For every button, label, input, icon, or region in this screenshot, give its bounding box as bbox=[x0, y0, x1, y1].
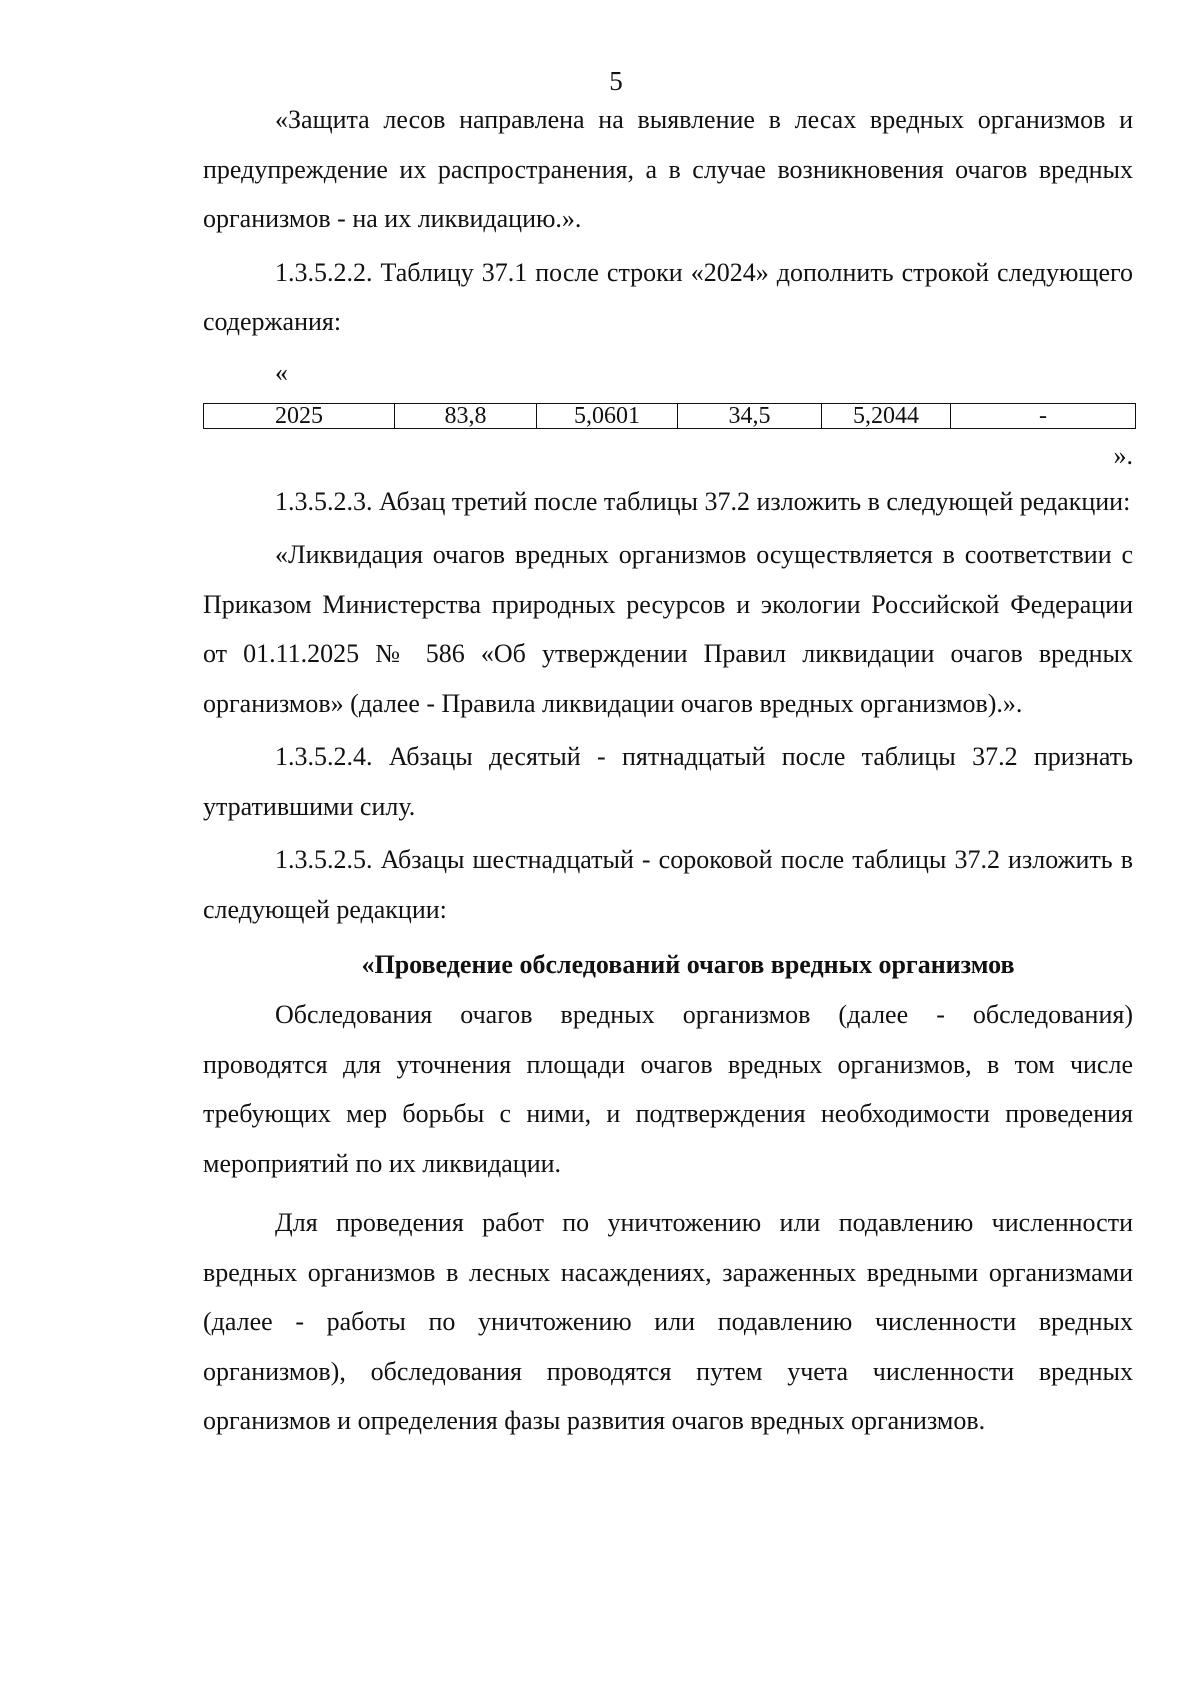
section-heading: «Проведение обследований очагов вредных организмов bbox=[361, 950, 1015, 979]
cell-value-4: 5,2044 bbox=[822, 403, 951, 428]
paragraph-pest-control-works: Для проведения работ по уничтожению или подавлению численности вредных организмов в лесных насаждениях, зараженных вредными организмами (далее - работы по уничтожению или подавлению численности вредных организмов), обследования проводятся путем учета численности вредных организмов и определения фазы развития очагов вредных организмов. bbox=[203, 1208, 1133, 1435]
document-body bbox=[203, 95, 1133, 1446]
page-number: 5 bbox=[609, 66, 623, 96]
inserted-table-row bbox=[203, 403, 1136, 429]
cell-year: 2025 bbox=[204, 403, 395, 428]
paragraph-forest-protection: «Защита лесов направлена на выявление в лесах вредных организмов и предупреждение их распространения, а в случае возникновения очагов вредных организмов - на их ликвидацию.». bbox=[203, 105, 1133, 233]
cell-value-2: 5,0601 bbox=[537, 403, 678, 428]
clause-1-3-5-2-2: 1.3.5.2.2. Таблицу 37.1 после строки «2024» дополнить строкой следующего содержания: bbox=[203, 257, 1133, 336]
quote-open: « bbox=[275, 357, 288, 387]
clause-1-3-5-2-5: 1.3.5.2.5. Абзацы шестнадцатый - сороковой после таблицы 37.2 изложить в следующей редакции: bbox=[203, 845, 1133, 924]
cell-value-5: - bbox=[951, 403, 1136, 428]
paragraph-liquidation: «Ликвидация очагов вредных организмов осуществляется в соответствии с Приказом Министерства природных ресурсов и экологии Российской Федерации от 01.11.2025 № 586 «Об утверждении Правил ликвидации очагов вредных организмов» (далее - Правила ликвидации очагов вредных организмов).». bbox=[203, 540, 1133, 718]
clause-1-3-5-2-3: 1.3.5.2.3. Абзац третий после таблицы 37.2 изложить в следующей редакции: bbox=[275, 486, 1131, 516]
paragraph-surveys: Обследования очагов вредных организмов (далее - обследования) проводятся для уточнения площади очагов вредных организмов, в том числе требующих мер борьбы с ними, и подтверждения необходимости проведения мероприятий по их ликвидации. bbox=[203, 1000, 1133, 1178]
cell-value-1: 83,8 bbox=[395, 403, 537, 428]
clause-1-3-5-2-4: 1.3.5.2.4. Абзацы десятый - пятнадцатый после таблицы 37.2 признать утратившими силу. bbox=[203, 742, 1133, 821]
table-row bbox=[204, 403, 1136, 428]
quote-close: ». bbox=[1113, 440, 1133, 470]
cell-value-3: 34,5 bbox=[678, 403, 822, 428]
